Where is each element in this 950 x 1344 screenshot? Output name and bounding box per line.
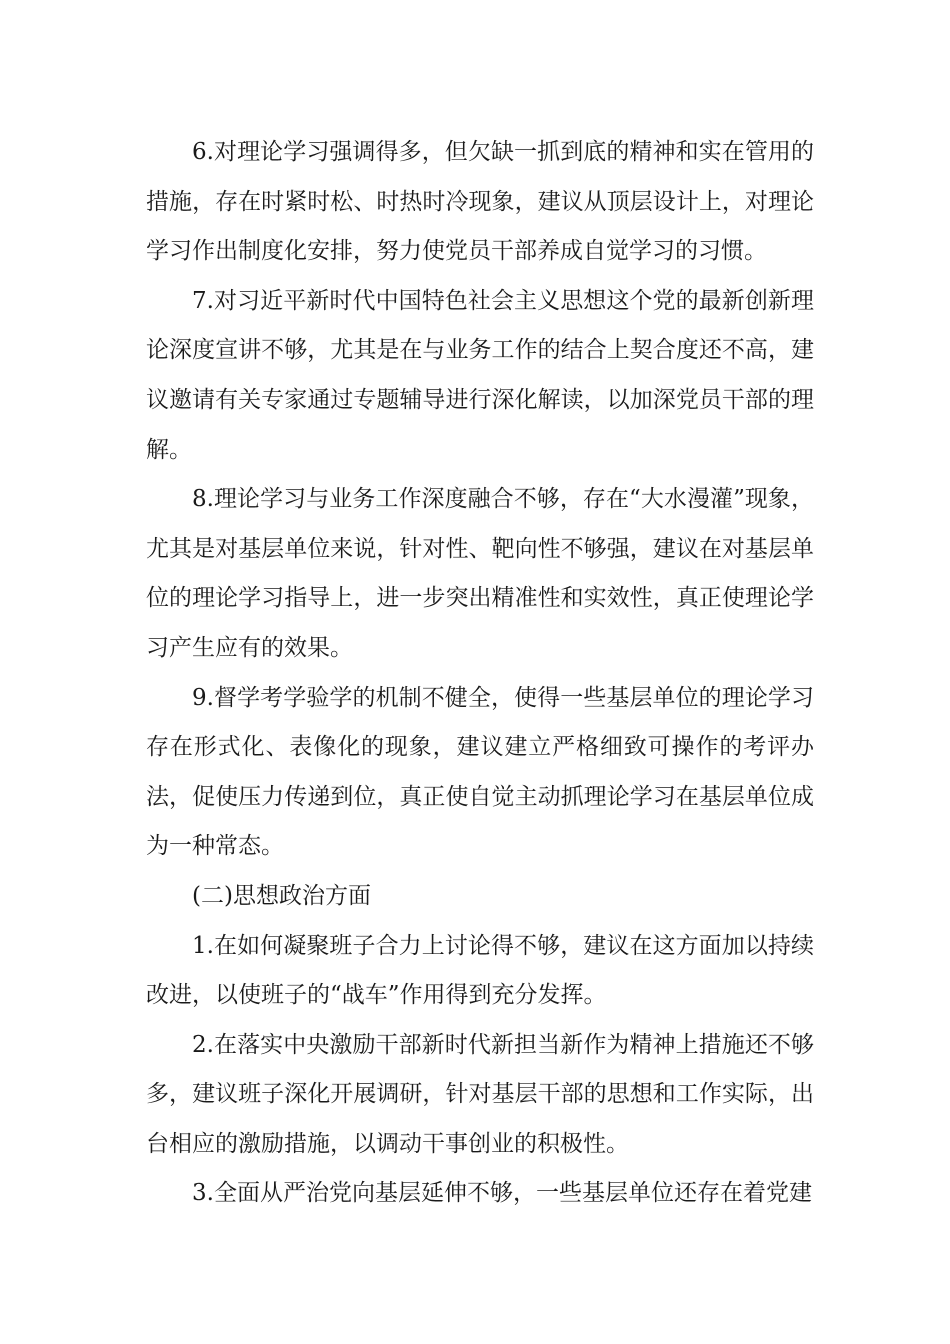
section-heading-ideology: (二)思想政治方面 xyxy=(192,882,371,909)
document-body xyxy=(146,128,814,1219)
paragraph-item-9: 9.督学考学验学的机制不健全，使得一些基层单位的理论学习存在形式化、表像化的现象，建议建立严格细致可操作的考评办法，促使压力传递到位，真正使自觉主动抓理论学习在基层单位成为一种常态。 xyxy=(146,684,814,860)
paragraph-item-7: 7.对习近平新时代中国特色社会主义思想这个党的最新创新理论深度宣讲不够，尤其是在与业务工作的结合上契合度还不高，建议邀请有关专家通过专题辅导进行深化解读，以加深党员干部的理解。 xyxy=(146,287,814,463)
paragraph-item-8: 8.理论学习与业务工作深度融合不够，存在“大水漫灌”现象，尤其是对基层单位来说，针对性、靶向性不够强，建议在对基层单位的理论学习指导上，进一步突出精准性和实效性，真正使理论学习产生应有的效果。 xyxy=(146,486,814,661)
paragraph-item-1: 1.在如何凝聚班子合力上讨论得不够，建议在这方面加以持续改进，以使班子的“战车”作用得到充分发挥。 xyxy=(146,932,814,1009)
paragraph-item-6: 6.对理论学习强调得多，但欠缺一抓到底的精神和实在管用的措施，存在时紧时松、时热时冷现象，建议从顶层设计上，对理论学习作出制度化安排，努力使党员干部养成自觉学习的习惯。 xyxy=(146,139,814,265)
paragraph-item-3: 3.全面从严治党向基层延伸不够，一些基层单位还存在着党建 xyxy=(192,1180,812,1207)
paragraph-item-2: 2.在落实中央激励干部新时代新担当新作为精神上措施还不够多，建议班子深化开展调研，针对基层干部的思想和工作实际，出台相应的激励措施，以调动干事创业的积极性。 xyxy=(146,1031,814,1157)
